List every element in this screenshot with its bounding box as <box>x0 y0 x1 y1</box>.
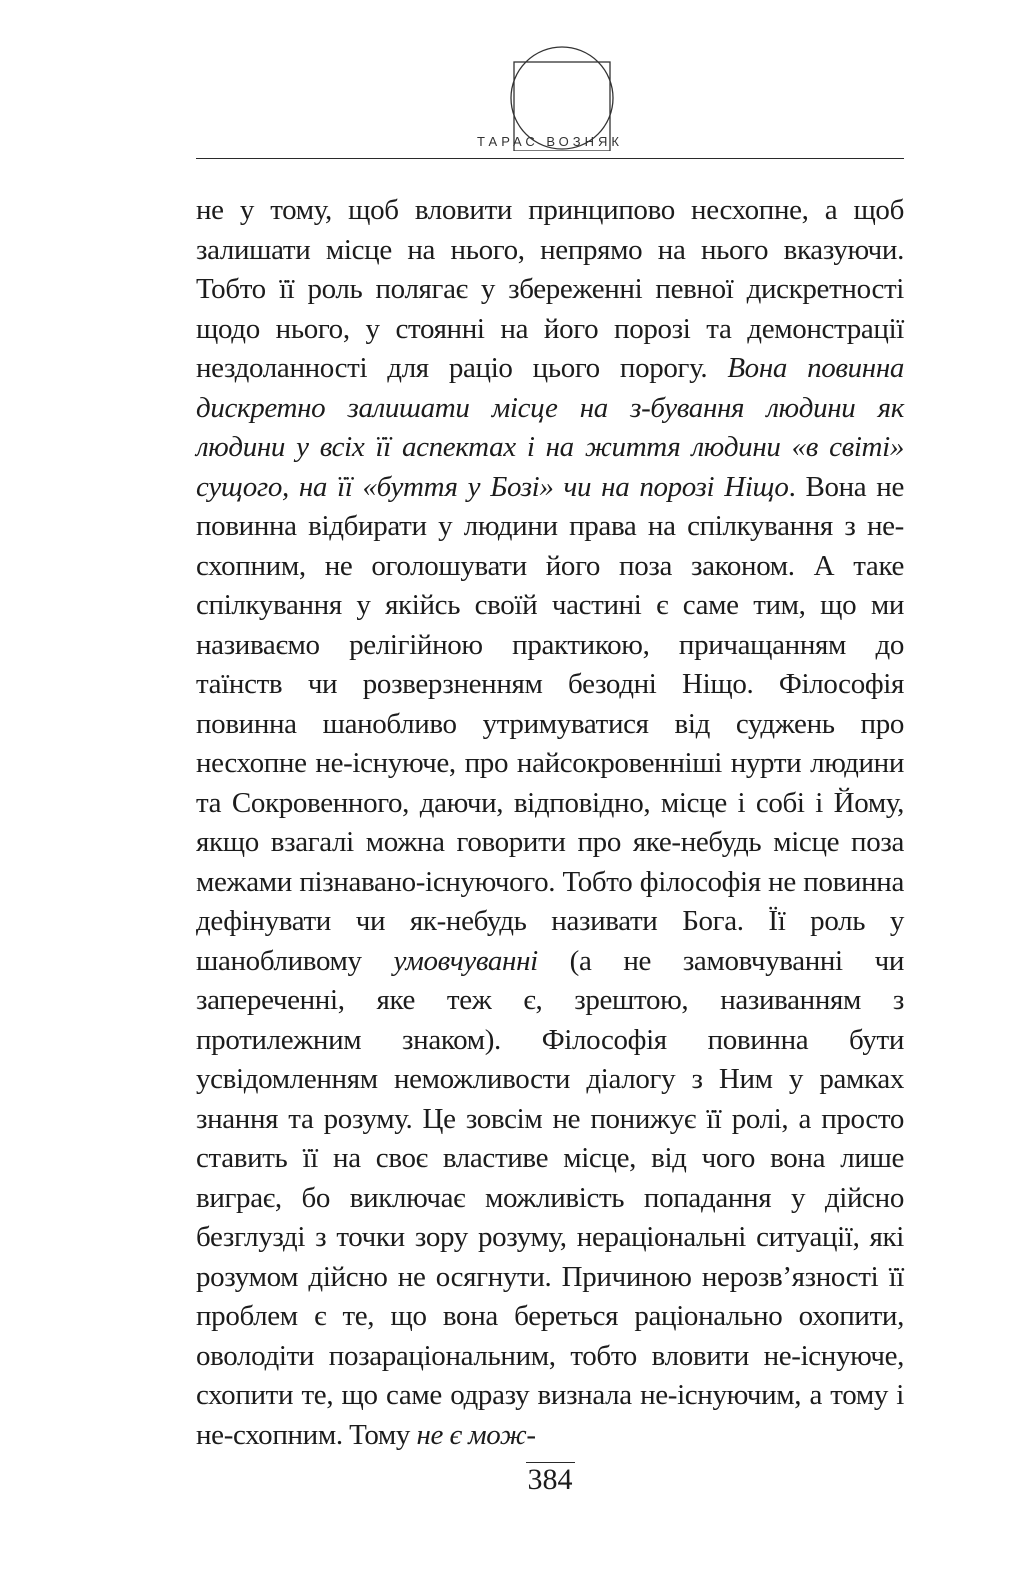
body-italic-segment-1: Вона повинна дискретно залишати місце на з-бування людини як людини у всіх її аспектах і на життя людини «в світі» сущого, на її «буття у Бозі» чи на порозі Ніщо <box>196 352 905 503</box>
body-text-segment-2: . Вона не повинна відбирати у людини права на спілкування з не-схопним, не оголошувати його поза законом. А таке спілкування у якійсь своїй частині є саме тим, що ми називаємо релігійною практикою, причащанням до таїнств чи розверзненням безодні Ніщо. Філософія повинна шанобливо утримуватися від суджень про несхопне не-існуюче, про найсокровенніші нурти людини та Сокровенного, даючи, відповідно, місце і собі і Йому, якщо взагалі можна говорити про яке-небудь місце поза межами пізнавано-існуючого. Тобто філософія не повинна дефінувати чи як-небудь називати Бога. Її роль у шанобливому <box>196 470 904 977</box>
page-number <box>196 1462 904 1497</box>
running-header-author: ТАРАС ВОЗНЯК <box>477 134 623 149</box>
body-italic-segment-3: не є мож- <box>416 1418 536 1451</box>
body-paragraph <box>196 191 904 1455</box>
body-text-segment-3: (а не замовчуванні чи запереченні, яке теж є, зрештою, називанням з протилежним знаком). Філософія повинна бути усвідомленням неможливости діалогу з Ним у рамках знання та розуму. Це зовсім не понижує її ролі, а просто ставить її на своє властиве місце, від чого вона лише виграє, бо виключає можливість попадання у дійсно безглузді з точки зору розуму, нераціональні ситуації, які розумом дійсно не осягнути. Причиною нерозв’язності її проблем є те, що вона береться раціонально охопити, оволодіти позараціональним, тобто вловити не-існуюче, схопити те, що саме одразу визнала не-існуючим, а тому і не-схопним. Тому <box>196 944 904 1451</box>
header-rule <box>196 158 904 159</box>
page-number-value: 384 <box>527 1463 573 1496</box>
body-text-segment-1: не у тому, щоб вловити принципово несхопне, а щоб залишати місце на нього, непрямо на нього вказуючи. Тобто її роль полягає у збереженні певної дискретності щодо нього, у стоянні на його порозі та демонстрації нездоланності для раціо цього порогу. <box>196 194 904 384</box>
body-italic-segment-2: умовчуванні <box>393 944 538 977</box>
